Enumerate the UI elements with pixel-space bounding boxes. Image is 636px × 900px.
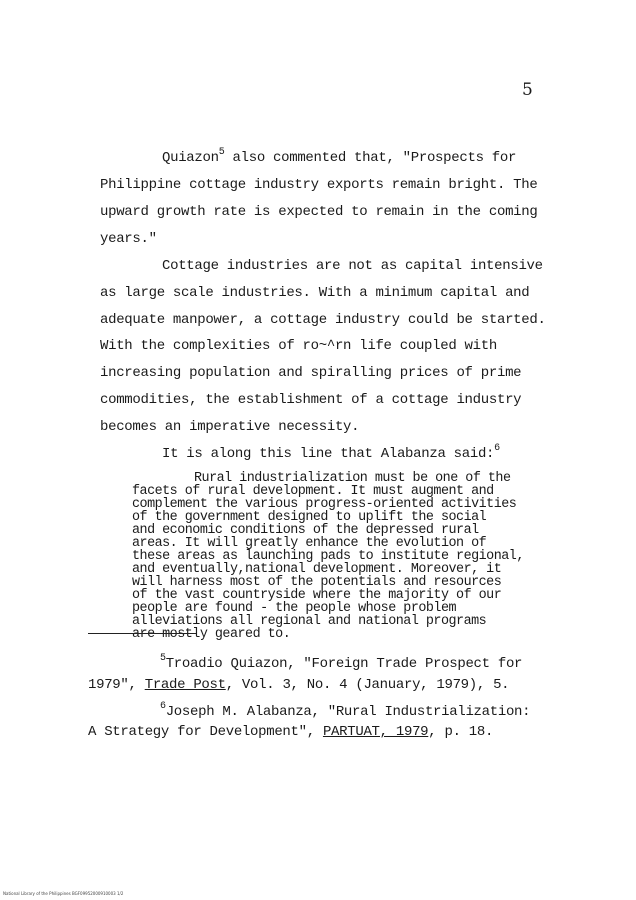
quote-line-1: Rural industrialization must be one of the xyxy=(194,471,511,486)
journal-title: Trade Post xyxy=(144,677,226,693)
quote-line-11: people are found - the people whose problem xyxy=(132,601,457,616)
quote-line-9: will harness most of the potentials and resources xyxy=(132,575,502,590)
footnote-6-line-1: $^6$Joseph M. Alabanza, "Rural Industrialization: xyxy=(160,701,531,720)
body-line-8: With the complexities of ro~^rn life coupled with xyxy=(100,338,497,354)
footnote-separator xyxy=(88,633,196,634)
journal-title: PARTUAT, 1979 xyxy=(322,724,429,740)
body-line-2: Philippine cottage industry exports remain bright. The xyxy=(100,177,538,193)
body-line-4: years." xyxy=(100,231,157,247)
footnote-5-line-2: 1979", Trade Post, Vol. 3, No. 4 (January, 1979), 5. xyxy=(88,677,510,693)
body-line-9: increasing population and spiralling prices of prime xyxy=(100,365,522,381)
quote-line-6: areas. It will greatly enhance the evolution of xyxy=(132,536,487,551)
body-line-12: It is along this line that Alabanza said:$^6$ xyxy=(162,443,500,462)
quote-line-7: these areas as launching pads to institute regional, xyxy=(132,549,524,564)
quote-line-8: and eventually,national development. Moreover, it xyxy=(132,562,502,577)
quote-line-10: of the vast countryside where the majority of our xyxy=(132,588,502,603)
quote-line-13: are mostly geared to. xyxy=(132,627,291,642)
footnote-5-line-1: $^5$Troadio Quiazon, "Foreign Trade Prospect for xyxy=(160,653,523,672)
quote-line-5: and economic conditions of the depressed rural xyxy=(132,523,479,538)
body-line-6: as large scale industries. With a minimum capital and xyxy=(100,285,530,301)
page-number: 5 xyxy=(522,80,533,100)
body-line-7: adequate manpower, a cottage industry could be started. xyxy=(100,312,546,328)
body-line-3: upward growth rate is expected to remain in the coming xyxy=(100,204,538,220)
footnote-6-line-2: A Strategy for Development", PARTUAT, 1979, p. 18. xyxy=(88,724,494,740)
quote-line-12: alleviations all regional and national programs xyxy=(132,614,487,629)
body-line-1: Quiazon$^5$ also commented that, "Prospects for xyxy=(162,147,517,166)
quote-line-3: complement the various progress-oriented activities xyxy=(132,497,517,512)
body-line-10: commodities, the establishment of a cottage industry xyxy=(100,392,522,408)
body-line-11: becomes an imperative necessity. xyxy=(100,419,360,435)
quote-line-4: of the government designed to uplift the social xyxy=(132,510,487,525)
scan-footer: National Library of the Philippines BGF09952000910003 1/2 xyxy=(3,891,124,896)
quote-line-2: facets of rural development. It must augment and xyxy=(132,484,494,499)
body-line-5: Cottage industries are not as capital intensive xyxy=(162,258,543,274)
